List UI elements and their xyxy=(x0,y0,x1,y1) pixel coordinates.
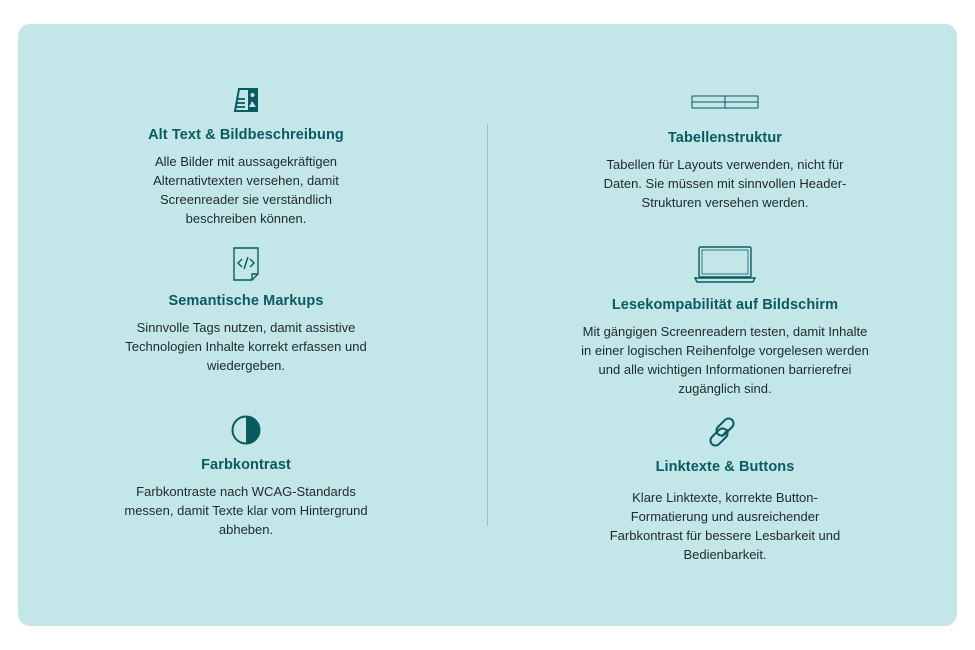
laptop-icon xyxy=(694,245,756,283)
feature-title: Tabellenstruktur xyxy=(667,130,783,146)
code-document-icon xyxy=(231,246,261,282)
feature-title: Linktexte & Buttons xyxy=(655,459,795,475)
feature-title: Farbkontrast xyxy=(201,457,291,473)
feature-title: Lesekompabilität auf Bildschirm xyxy=(611,297,839,313)
link-icon xyxy=(707,414,743,450)
feature-description: Alle Bilder mit aussagekräftigen Alternativtexten versehen, damit Screenreader sie verständlich beschreiben können. xyxy=(153,154,339,226)
feature-description: Mit gängigen Screenreadern testen, damit Inhalte in einer logischen Reihenfolge vorgelesen werden und alle wichtigen Informationen barrierefrei zugänglich sind. xyxy=(581,324,869,396)
content-panel xyxy=(18,24,957,626)
feature-link-texts xyxy=(588,414,862,564)
feature-alt-text xyxy=(124,84,368,228)
contrast-icon xyxy=(230,414,262,446)
feature-semantic-markup xyxy=(124,246,368,375)
feature-contrast xyxy=(124,414,368,539)
feature-description: Tabellen für Layouts verwenden, nicht für Daten. Sie müssen mit sinnvollen Header-Strukturen versehen werden. xyxy=(603,157,847,210)
feature-screen-reader xyxy=(576,244,874,398)
feature-title: Alt Text & Bildbeschreibung xyxy=(148,127,344,143)
feature-description: Farbkontraste nach WCAG-Standards messen, damit Texte klar vom Hintergrund abheben. xyxy=(124,484,368,537)
image-text-icon xyxy=(231,85,261,115)
table-icon xyxy=(691,95,759,109)
feature-description: Klare Linktexte, korrekte Button-Formatierung und ausreichender Farbkontrast für bessere Lesbarkeit und Bedienbarkeit. xyxy=(609,490,841,562)
column-divider xyxy=(487,124,488,526)
feature-title: Semantische Markups xyxy=(168,293,324,309)
feature-table-structure xyxy=(588,94,862,212)
feature-description: Sinnvolle Tags nutzen, damit assistive Technologien Inhalte korrekt erfassen und wiedergeben. xyxy=(125,320,367,373)
